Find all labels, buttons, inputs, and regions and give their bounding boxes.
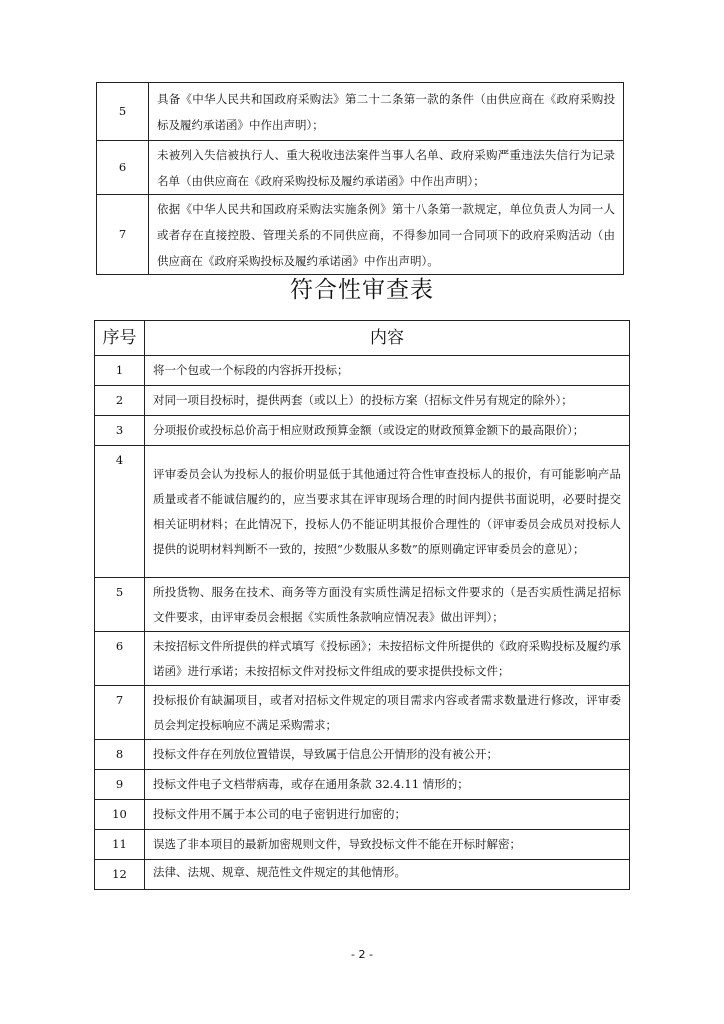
row-number: 5 — [97, 83, 149, 141]
table-row — [95, 830, 630, 860]
row-number: 8 — [95, 740, 145, 770]
row-content: 投标报价有缺漏项目，或者对招标文件规定的项目需求内容或者需求数量进行修改，评审委员会判定投标响应不满足采购需求； — [145, 686, 630, 740]
table-row — [95, 860, 630, 890]
table-row — [95, 632, 630, 686]
table-header-row — [95, 321, 630, 356]
row-content: 投标文件电子文档带病毒，或存在通用条款 32.4.11 情形的； — [145, 770, 630, 800]
table-row — [95, 686, 630, 740]
row-content: 未被列入失信被执行人、重大税收违法案件当事人名单、政府采购严重违法失信行为记录名单（由供应商在《政府采购投标及履约承诺函》中作出声明）； — [149, 141, 624, 195]
row-number: 1 — [95, 356, 145, 386]
row-number: 9 — [95, 770, 145, 800]
row-number: 7 — [95, 686, 145, 740]
row-content: 分项报价或投标总价高于相应财政预算金额（或设定的财政预算金额下的最高限价）； — [145, 416, 630, 446]
row-number: 6 — [97, 141, 149, 195]
qualification-table-continued — [96, 82, 624, 275]
row-content: 依据《中华人民共和国政府采购法实施条例》第十八条第一款规定，单位负责人为同一人或者存在直接控股、管理关系的不同供应商，不得参加同一合同项下的政府采购活动（由供应商在《政府采购投标及履约承诺函》中作出声明）。 — [149, 195, 624, 275]
row-number: 12 — [95, 860, 145, 890]
row-content: 将一个包或一个标段的内容拆开投标； — [145, 356, 630, 386]
row-content: 未按招标文件所提供的样式填写《投标函》；未按招标文件所提供的《政府采购投标及履约承诺函》进行承诺；未按招标文件对投标文件组成的要求提供投标文件； — [145, 632, 630, 686]
table-row — [97, 195, 624, 275]
row-content: 评审委员会认为投标人的报价明显低于其他通过符合性审查投标人的报价，有可能影响产品质量或者不能诚信履约的，应当要求其在评审现场合理的时间内提供书面说明，必要时提交相关证明材料；在此情况下，投标人仍不能证明其报价合理性的（评审委员会成员对投标人提供的说明材料判断不一致的，按照“少数服从多数”的原则确定评审委员会的意见）； — [145, 446, 630, 578]
row-content: 具备《中华人民共和国政府采购法》第二十二条第一款的条件（由供应商在《政府采购投标及履约承诺函》中作出声明）； — [149, 83, 624, 141]
compliance-review-table — [94, 320, 630, 890]
table-row — [95, 446, 630, 578]
table-row — [95, 770, 630, 800]
table-row — [95, 356, 630, 386]
row-content: 法律、法规、规章、规范性文件规定的其他情形。 — [145, 860, 630, 890]
row-number: 2 — [95, 386, 145, 416]
row-number: 7 — [97, 195, 149, 275]
row-number: 3 — [95, 416, 145, 446]
table-row — [95, 740, 630, 770]
row-number: 6 — [95, 632, 145, 686]
table-row — [95, 578, 630, 632]
row-number: 11 — [95, 830, 145, 860]
row-number: 5 — [95, 578, 145, 632]
page-number: - 2 - — [351, 948, 373, 961]
row-content: 投标文件用不属于本公司的电子密钥进行加密的； — [145, 800, 630, 830]
table-row — [97, 83, 624, 141]
header-number: 序号 — [95, 321, 145, 356]
row-content: 所投货物、服务在技术、商务等方面没有实质性满足招标文件要求的（是否实质性满足招标文件要求，由评审委员会根据《实质性条款响应情况表》做出评判）； — [145, 578, 630, 632]
row-content: 误选了非本项目的最新加密规则文件，导致投标文件不能在开标时解密； — [145, 830, 630, 860]
table-row — [95, 386, 630, 416]
row-content: 对同一项目投标时，提供两套（或以上）的投标方案（招标文件另有规定的除外）； — [145, 386, 630, 416]
table-row — [95, 800, 630, 830]
row-number: 10 — [95, 800, 145, 830]
row-content: 投标文件存在列放位置错误，导致属于信息公开情形的没有被公开； — [145, 740, 630, 770]
section-title: 符合性审查表 — [290, 277, 434, 303]
row-number: 4 — [95, 446, 145, 578]
header-content: 内容 — [145, 321, 630, 356]
table-row — [97, 141, 624, 195]
table-row — [95, 416, 630, 446]
